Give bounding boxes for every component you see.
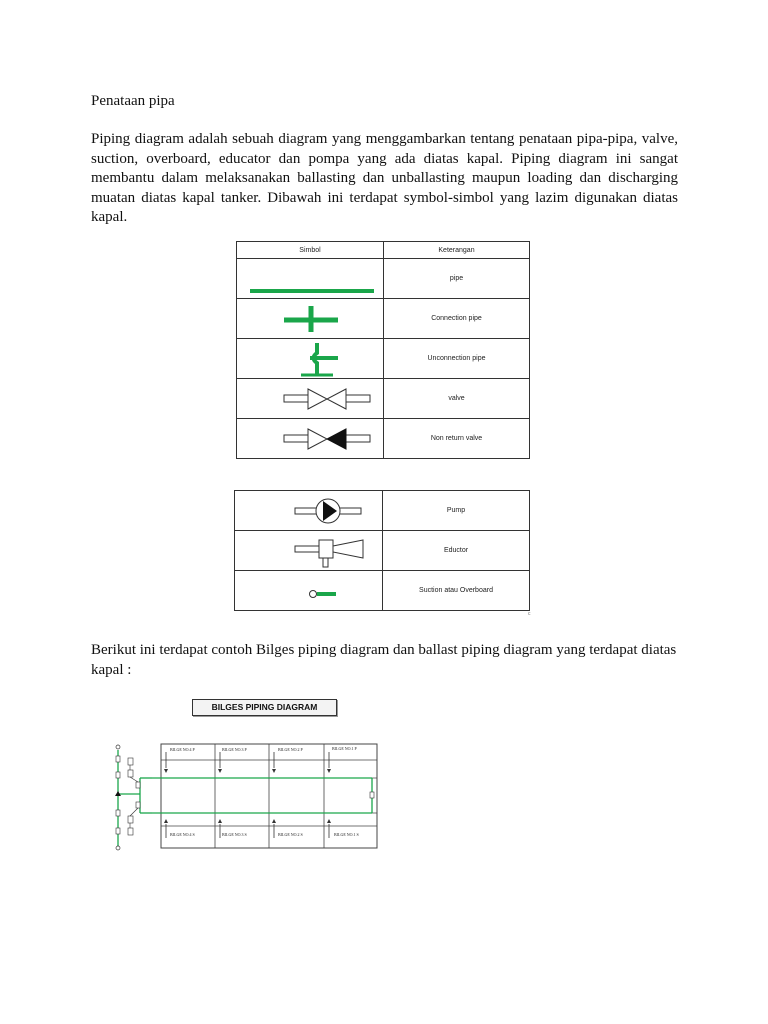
bilge-label-bottom-4: BILGE NO.1 S [334,832,359,837]
eductor-symbol [235,531,383,571]
connection-pipe-symbol [237,299,384,339]
symbol-table-1 [236,241,530,459]
bilge-label-top-1: BILGE NO.4 P [170,747,195,752]
intro-paragraph: Piping diagram adalah sebuah diagram yang menggambarkan tentang penataan pipa-pipa, valve, suction, overboard, educator dan pompa yang ada diatas kapal. Piping diagram ini sangat membantu dalam melaksanakan ballasting dan unballasting maupun loading dan discharging muatan diatas kapal tanker. Dibawah ini terdapat symbol-simbol yang lazim digunakan diatas kapal. [91,131,678,226]
bilge-label-bottom-3: BILGE NO.2 S [278,832,303,837]
desc-connection-pipe: Connection pipe [384,299,530,339]
desc-unconnection-pipe: Unconnection pipe [384,339,530,379]
pump-symbol [235,491,383,531]
bilge-label-top-4: BILGE NO.1 P [332,746,357,751]
pipe-symbol [237,259,384,299]
header-description: Keterangan [384,242,530,259]
desc-eductor: Eductor [383,531,530,571]
valve-symbol [237,379,384,419]
symbol-table-2 [234,490,530,611]
suction-overboard-symbol [235,571,383,611]
unconnection-pipe-symbol [237,339,384,379]
footnote-mark: c [528,611,531,617]
bilges-diagram-title: BILGES PIPING DIAGRAM [192,699,337,716]
bilges-intro-paragraph: Berikut ini terdapat contoh Bilges piping diagram dan ballast piping diagram yang terdapat diatas kapal : [91,642,677,678]
bilge-label-top-2: BILGE NO.3 P [222,747,247,752]
desc-valve: valve [384,379,530,419]
header-symbol: Simbol [237,242,384,259]
non-return-valve-symbol [237,419,384,459]
desc-suction-overboard: Suction atau Overboard [383,571,530,611]
desc-pipe: pipe [384,259,530,299]
desc-non-return-valve: Non return valve [384,419,530,459]
bilge-label-bottom-1: BILGE NO.4 S [170,832,195,837]
bilges-piping-diagram [108,738,383,852]
bilge-label-bottom-2: BILGE NO.3 S [222,832,247,837]
page-title: Penataan pipa [91,93,175,109]
desc-pump: Pump [383,491,530,531]
bilge-label-top-3: BILGE NO.2 P [278,747,303,752]
